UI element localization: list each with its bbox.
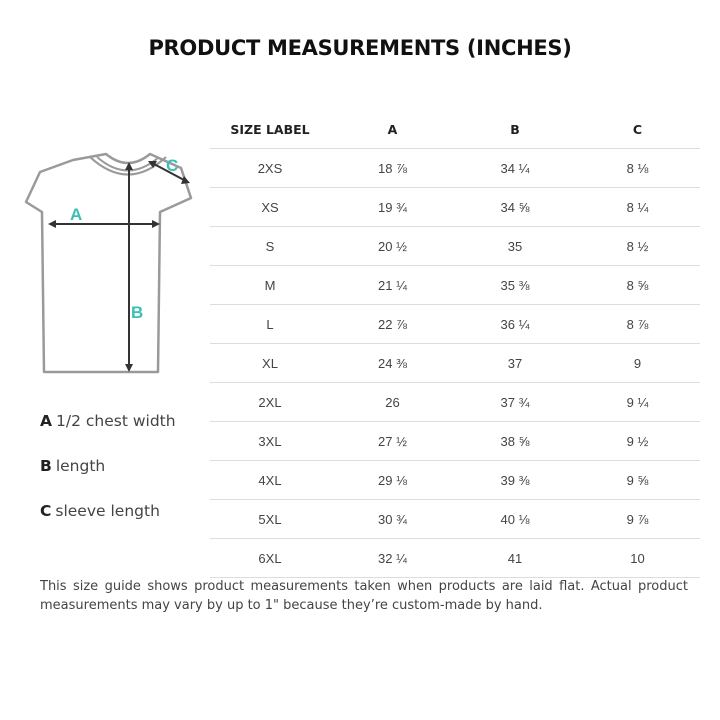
header-a: A [330,110,455,149]
legend-item-c: C sleeve length [40,502,160,520]
header-size-label: SIZE LABEL [210,110,330,149]
table-row: XL 24 ⅜ 37 9 [210,344,700,383]
table-row: XS 19 ¾ 34 ⅝ 8 ¼ [210,188,700,227]
page-title: PRODUCT MEASUREMENTS (INCHES) [148,36,572,60]
tshirt-outline-icon [18,150,208,380]
table-row: S 20 ½ 35 8 ½ [210,227,700,266]
header-c: C [575,110,700,149]
table-row: L 22 ⅞ 36 ¼ 8 ⅞ [210,305,700,344]
label-b: B [131,303,144,322]
size-guide-note: This size guide shows product measurements taken when products are laid flat. Actual product measurements may vary by up to 1" because they’re custom-made by hand. [40,579,688,613]
table-header-row [210,110,700,149]
tshirt-diagram [18,150,208,380]
label-a: A [70,205,83,224]
table-row: 5XL 30 ¾ 40 ⅛ 9 ⅞ [210,500,700,539]
legend-item-b: B length [40,457,106,475]
size-table [210,110,700,578]
table-row: M 21 ¼ 35 ⅜ 8 ⅝ [210,266,700,305]
table-row: 3XL 27 ½ 38 ⅝ 9 ½ [210,422,700,461]
table-row: 2XL 26 37 ¾ 9 ¼ [210,383,700,422]
measurement-legend [40,408,176,543]
label-c: C [166,156,179,175]
table-row: 4XL 29 ⅛ 39 ⅜ 9 ⅝ [210,461,700,500]
legend-item-a: A 1/2 chest width [40,412,176,430]
table-row: 2XS 18 ⅞ 34 ¼ 8 ⅛ [210,149,700,188]
header-b: B [455,110,575,149]
table-row: 6XL 32 ¼ 41 10 [210,539,700,578]
